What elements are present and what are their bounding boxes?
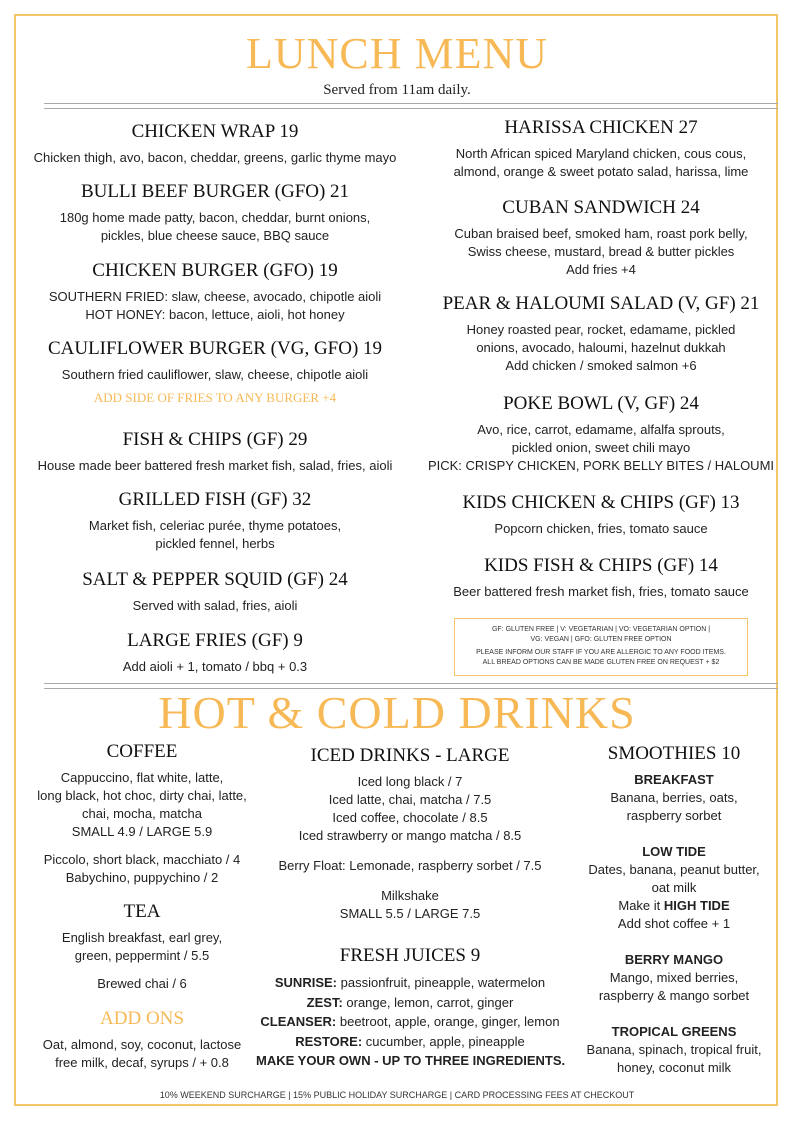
- juice-label: SUNRISE:: [274, 975, 337, 990]
- smoothie-line: Mango, mixed berries,: [609, 970, 739, 985]
- smoothie-title: BREAKFAST: [634, 772, 714, 787]
- iced-section: [256, 744, 564, 923]
- smoothie-title: TROPICAL GREENS: [611, 1024, 737, 1039]
- smoothie-line: Banana, berries, oats,: [610, 790, 738, 805]
- item-desc: House made beer battered fresh market fish, salad, fries, aioli: [37, 458, 393, 473]
- legend-line: VG: VEGAN | GFO: GLUTEN FREE OPTION: [530, 636, 672, 643]
- item-desc: Swiss cheese, mustard, bread & butter pickles: [467, 244, 735, 259]
- addons-line: Oat, almond, soy, coconut, lactose: [42, 1037, 242, 1052]
- iced-line: SMALL 5.5 / LARGE 7.5: [339, 906, 481, 921]
- smoothie-line: raspberry sorbet: [626, 808, 722, 823]
- smoothie-line: Add shot coffee + 1: [617, 916, 731, 931]
- item-desc: SOUTHERN FRIED: slaw, cheese, avocado, chipotle aioli: [48, 289, 382, 304]
- menu-item: [418, 392, 784, 475]
- item-desc: Served with salad, fries, aioli: [132, 598, 298, 613]
- menu-item: [14, 488, 416, 553]
- surcharge-footer: 10% WEEKEND SURCHARGE | 15% PUBLIC HOLIDAY SURCHARGE | CARD PROCESSING FEES AT CHECKOUT: [159, 1090, 635, 1100]
- smoothie-title: LOW TIDE: [642, 844, 706, 859]
- smoothie-line: Banana, spinach, tropical fruit,: [586, 1042, 762, 1057]
- tea-section: [14, 900, 270, 993]
- smoothie-line: Dates, banana, peanut butter,: [588, 862, 760, 877]
- legend-line: PLEASE INFORM OUR STAFF IF YOU ARE ALLERGIC TO ANY FOOD ITEMS.: [476, 649, 726, 656]
- item-desc: Southern fried cauliflower, slaw, cheese, chipotle aioli: [61, 367, 369, 382]
- item-name: CHICKEN BURGER (GFO) 19: [92, 260, 338, 281]
- menu-item: [14, 259, 416, 324]
- item-name: KIDS CHICKEN & CHIPS (GF) 13: [462, 492, 740, 513]
- addons-section: [14, 1007, 270, 1072]
- smoothie-line: raspberry & mango sorbet: [598, 988, 750, 1003]
- item-desc: onions, avocado, haloumi, hazelnut dukkah: [476, 340, 726, 355]
- item-desc: Add chicken / smoked salmon +6: [505, 358, 697, 373]
- tea-heading: TEA: [123, 901, 161, 922]
- dietary-legend-box: [454, 618, 748, 676]
- legend-line: ALL BREAD OPTIONS CAN BE MADE GLUTEN FREE ON REQUEST + $2: [482, 659, 720, 666]
- menu-item: [14, 337, 416, 384]
- juice-text: passionfruit, pineapple, watermelon: [337, 975, 546, 990]
- tea-line: English breakfast, earl grey,: [61, 930, 223, 945]
- item-desc: HOT HONEY: bacon, lettuce, aioli, hot honey: [85, 307, 345, 322]
- item-desc: Honey roasted pear, rocket, edamame, pickled: [466, 322, 736, 337]
- tea-line: green, peppermint / 5.5: [74, 948, 210, 963]
- smoothie-line: [560, 897, 788, 915]
- item-desc: Chicken thigh, avo, bacon, cheddar, greens, garlic thyme mayo: [33, 150, 397, 165]
- menu-item: [418, 554, 784, 601]
- burger-addon-note: ADD SIDE OF FRIES TO ANY BURGER +4: [93, 390, 337, 405]
- menu-item: [14, 568, 416, 615]
- addons-line: free milk, decaf, syrups / + 0.8: [55, 1055, 229, 1070]
- juices-section: [256, 944, 564, 1071]
- juices-heading: FRESH JUICES 9: [339, 945, 481, 966]
- juice-make-your-own: MAKE YOUR OWN - UP TO THREE INGREDIENTS.: [256, 1053, 566, 1068]
- iced-line: Iced coffee, chocolate / 8.5: [332, 810, 488, 825]
- iced-line: Berry Float: Lemonade, raspberry sorbet / 7.5: [278, 858, 542, 873]
- coffee-line: chai, mocha, matcha: [82, 806, 202, 821]
- juice-label: RESTORE:: [295, 1033, 363, 1049]
- item-name: GRILLED FISH (GF) 32: [118, 489, 312, 510]
- iced-line: Iced latte, chai, matcha / 7.5: [328, 792, 492, 807]
- coffee-line: Piccolo, short black, macchiato / 4: [43, 852, 241, 867]
- coffee-heading: COFFEE: [106, 741, 178, 762]
- item-name: CHICKEN WRAP 19: [131, 121, 299, 142]
- lunch-title: LUNCH MENU: [245, 29, 549, 78]
- item-name: CAULIFLOWER BURGER (VG, GFO) 19: [47, 338, 383, 359]
- item-desc: North African spiced Maryland chicken, cous cous,: [455, 146, 747, 161]
- juice-item: [256, 1012, 564, 1032]
- coffee-price: SMALL 4.9 / LARGE 5.9: [71, 824, 213, 839]
- make-it-text: Make it: [618, 898, 664, 913]
- item-name: HARISSA CHICKEN 27: [504, 117, 698, 138]
- smoothies-heading: SMOOTHIES 10: [607, 743, 741, 764]
- item-name: KIDS FISH & CHIPS (GF) 14: [484, 555, 718, 576]
- iced-line: Milkshake: [381, 888, 439, 903]
- smoothie-line: honey, coconut milk: [617, 1060, 731, 1075]
- iced-heading: ICED DRINKS - LARGE: [310, 745, 510, 766]
- smoothie-title: BERRY MANGO: [624, 952, 724, 967]
- menu-item: [14, 120, 416, 167]
- menu-item: [14, 629, 416, 676]
- item-name: POKE BOWL (V, GF) 24: [503, 393, 699, 414]
- item-desc: PICK: CRISPY CHICKEN, PORK BELLY BITES / HALOUMI: [427, 458, 775, 473]
- item-desc: Beer battered fresh market fish, fries, tomato sauce: [453, 584, 749, 599]
- item-desc: pickled onion, sweet chili mayo: [511, 440, 691, 455]
- juice-text: beetroot, apple, orange, ginger, lemon: [336, 1014, 560, 1029]
- juice-label: ZEST:: [306, 994, 343, 1010]
- item-desc: Cuban braised beef, smoked ham, roast pork belly,: [454, 226, 748, 241]
- item-desc: almond, orange & sweet potato salad, harissa, lime: [453, 164, 749, 179]
- legend-line: GF: GLUTEN FREE | V: VEGETARIAN | VO: VEGETARIAN OPTION |: [491, 626, 711, 633]
- hightide-label: HIGH TIDE: [663, 898, 730, 913]
- item-desc: Add fries +4: [566, 262, 636, 277]
- menu-item: [14, 428, 416, 475]
- drinks-title: HOT & COLD DRINKS: [158, 687, 636, 738]
- item-desc: 180g home made patty, bacon, cheddar, burnt onions,: [59, 210, 371, 225]
- lunch-subtitle: Served from 11am daily.: [323, 82, 471, 98]
- item-name: SALT & PEPPER SQUID (GF) 24: [82, 569, 348, 590]
- smoothies-section: [560, 742, 788, 1077]
- menu-item: [418, 292, 784, 375]
- item-desc: pickles, blue cheese sauce, BBQ sauce: [100, 228, 330, 243]
- tea-line: Brewed chai / 6: [97, 976, 187, 991]
- menu-item: [14, 180, 416, 245]
- divider: [44, 103, 778, 109]
- juice-label: CLEANSER:: [260, 1014, 337, 1029]
- item-name: CUBAN SANDWICH 24: [502, 197, 700, 218]
- coffee-line: Babychino, puppychino / 2: [65, 870, 219, 885]
- item-desc: Popcorn chicken, fries, tomato sauce: [494, 521, 708, 536]
- coffee-section: [14, 740, 270, 887]
- item-desc: Avo, rice, carrot, edamame, alfalfa sprouts,: [477, 422, 725, 437]
- addons-heading: ADD ONS: [100, 1008, 184, 1029]
- smoothie-line: oat milk: [651, 880, 697, 895]
- iced-line: Iced long black / 7: [357, 774, 463, 789]
- menu-item: [418, 116, 784, 181]
- coffee-line: Cappuccino, flat white, latte,: [60, 770, 224, 785]
- juice-text: orange, lemon, carrot, ginger: [342, 994, 514, 1010]
- item-name: BULLI BEEF BURGER (GFO) 21: [80, 181, 350, 202]
- juice-item: [256, 973, 564, 993]
- item-desc: pickled fennel, herbs: [155, 536, 275, 551]
- juice-item: [256, 1032, 564, 1052]
- item-name: LARGE FRIES (GF) 9: [127, 630, 303, 651]
- item-name: FISH & CHIPS (GF) 29: [122, 429, 308, 450]
- iced-line: Iced strawberry or mango matcha / 8.5: [298, 828, 522, 843]
- juice-text: cucumber, apple, pineapple: [362, 1033, 525, 1049]
- coffee-line: long black, hot choc, dirty chai, latte,: [37, 788, 247, 803]
- menu-item: [418, 196, 784, 279]
- item-desc: Market fish, celeriac purée, thyme potatoes,: [88, 518, 342, 533]
- item-desc: Add aioli + 1, tomato / bbq + 0.3: [122, 659, 308, 674]
- item-name: PEAR & HALOUMI SALAD (V, GF) 21: [442, 293, 760, 314]
- juice-item: [256, 993, 564, 1013]
- menu-item: [418, 491, 784, 538]
